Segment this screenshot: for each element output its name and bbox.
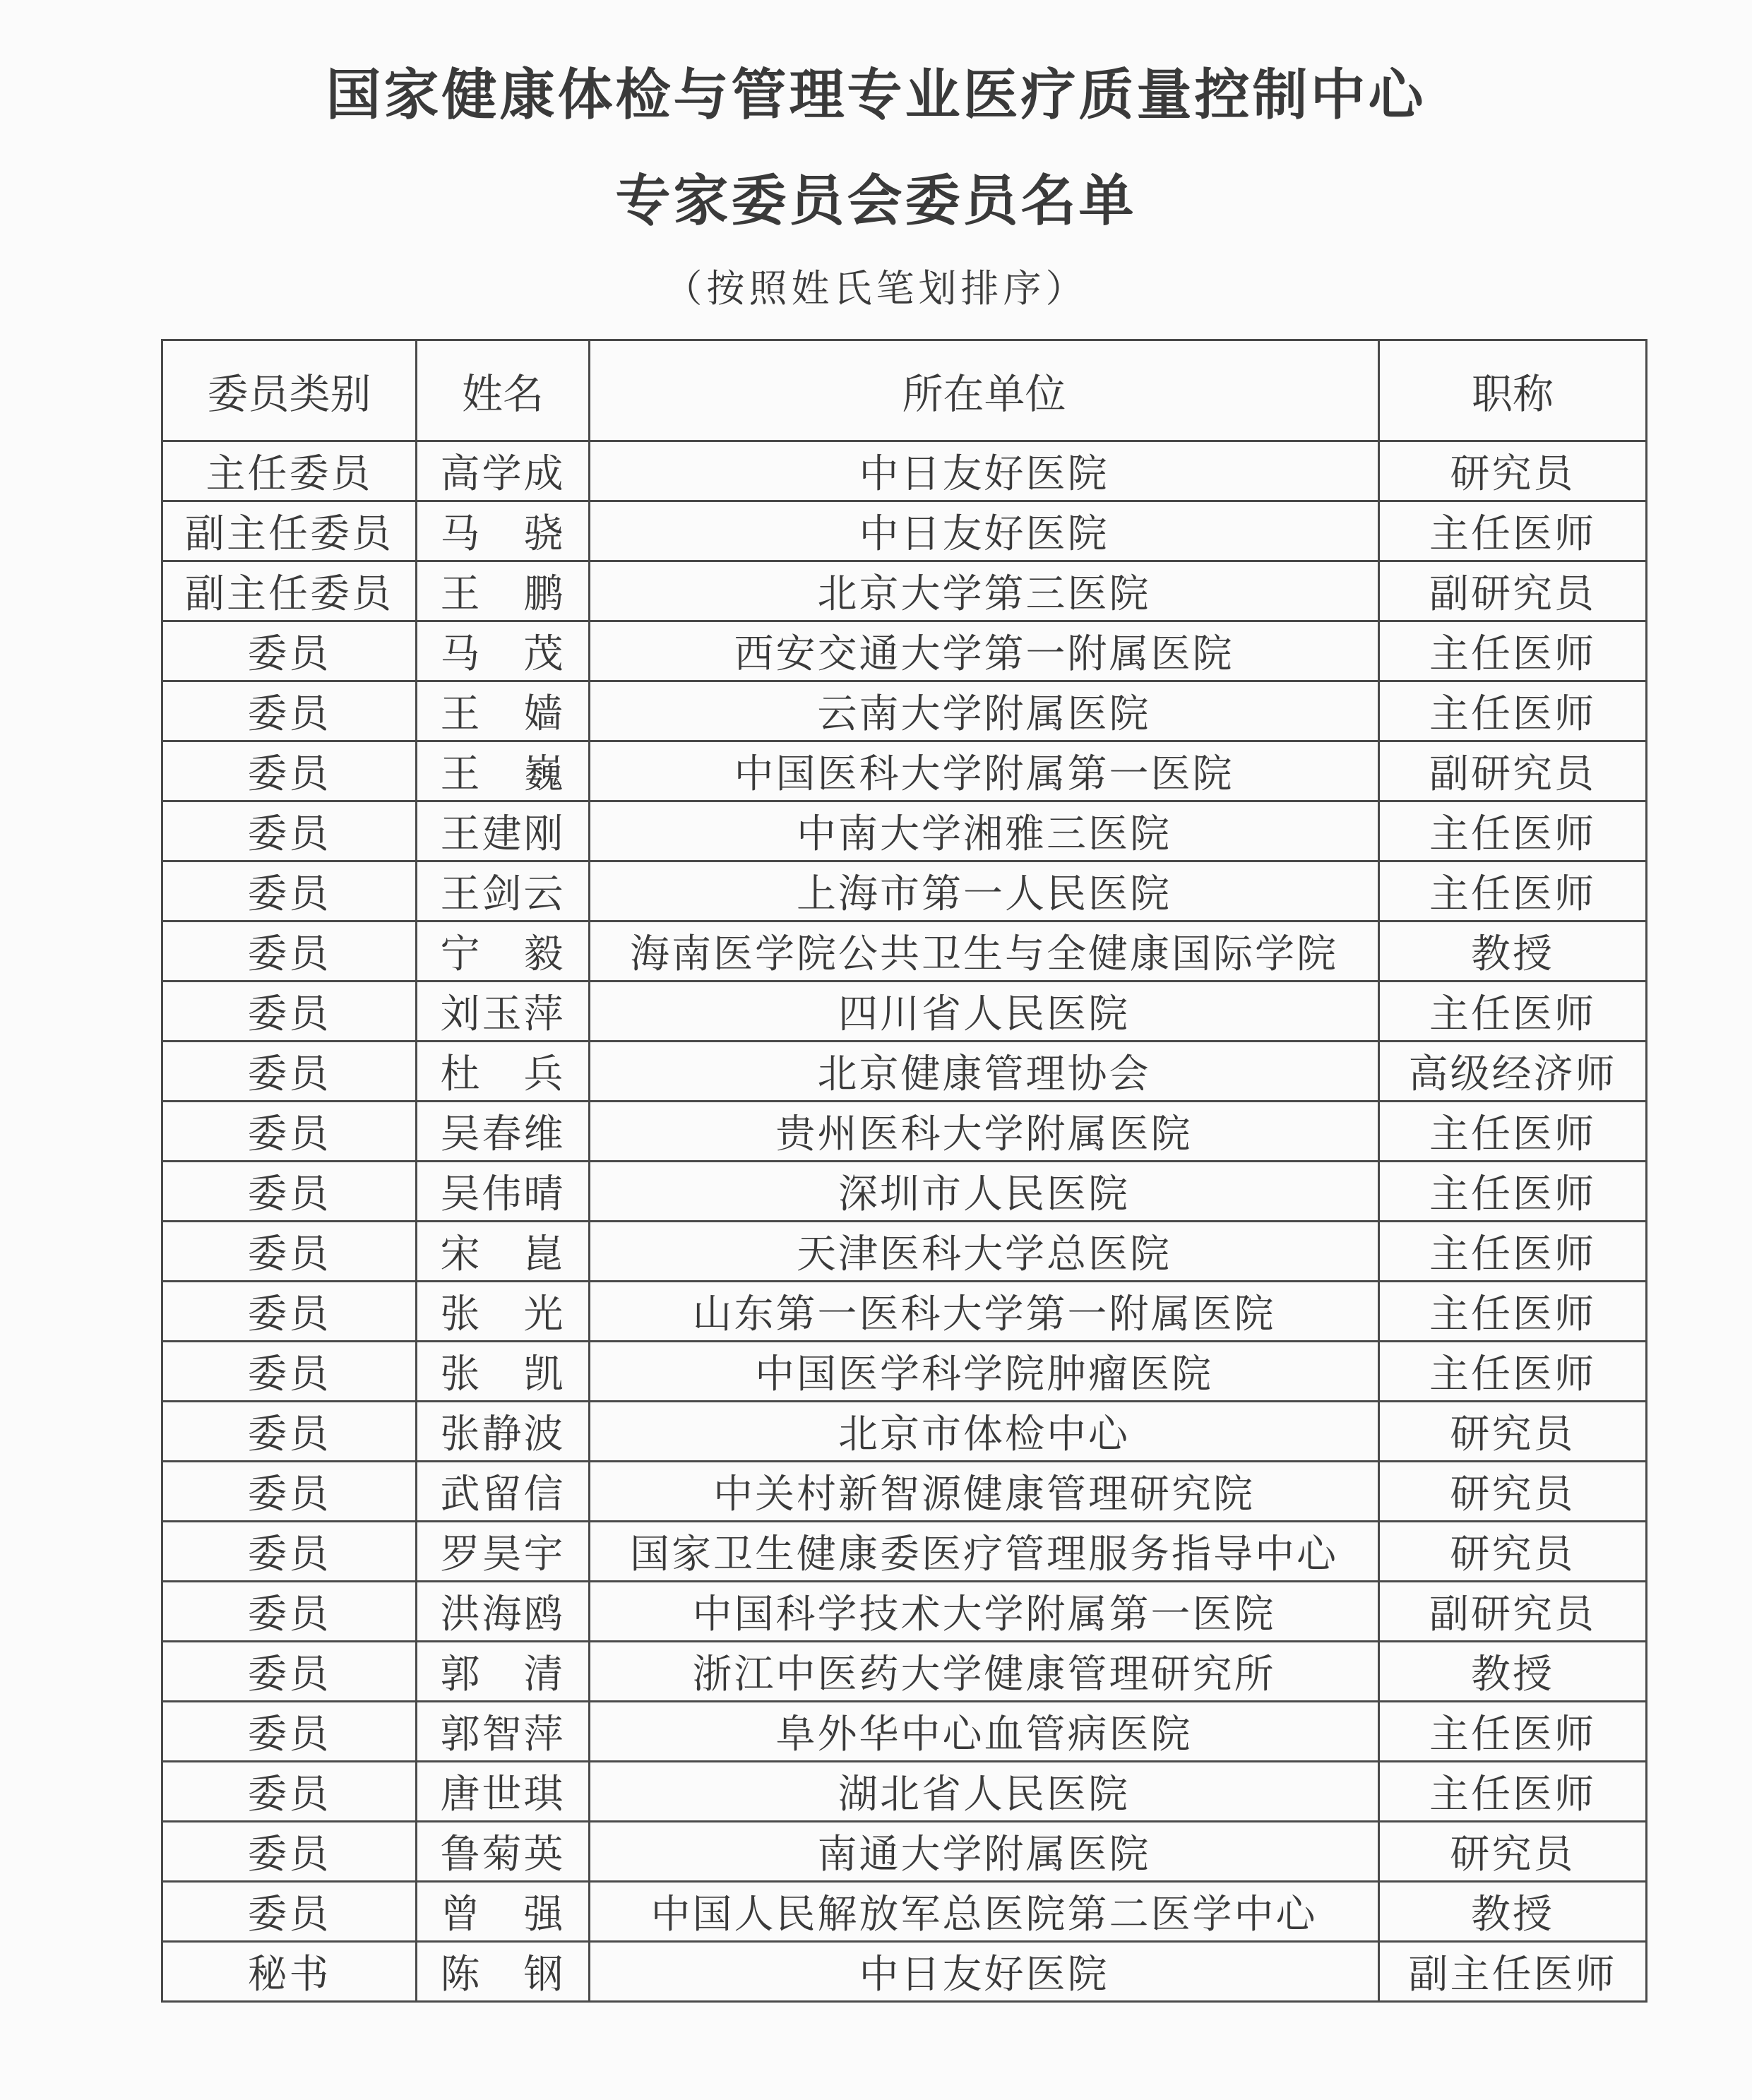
cell-title: 主任医师 bbox=[1379, 1342, 1647, 1402]
cell-unit: 贵州医科大学附属医院 bbox=[590, 1102, 1379, 1162]
cell-unit: 天津医科大学总医院 bbox=[590, 1222, 1379, 1282]
cell-name: 鲁菊英 bbox=[417, 1822, 590, 1882]
cell-unit: 中国医科大学附属第一医院 bbox=[590, 741, 1379, 801]
cell-category: 委员 bbox=[162, 741, 417, 801]
cell-title: 教授 bbox=[1379, 921, 1647, 982]
cell-unit: 浙江中医药大学健康管理研究所 bbox=[590, 1642, 1379, 1702]
cell-name: 吴伟晴 bbox=[417, 1162, 590, 1222]
header-title: 职称 bbox=[1379, 340, 1647, 441]
table-row bbox=[162, 1162, 1647, 1222]
cell-category: 副主任委员 bbox=[162, 501, 417, 561]
cell-name: 王 嫱 bbox=[417, 681, 590, 741]
table-row bbox=[162, 861, 1647, 921]
cell-unit: 山东第一医科大学第一附属医院 bbox=[590, 1282, 1379, 1342]
table-row bbox=[162, 1762, 1647, 1822]
cell-unit: 中国医学科学院肿瘤医院 bbox=[590, 1342, 1379, 1402]
cell-name: 张静波 bbox=[417, 1402, 590, 1462]
table-row bbox=[162, 1942, 1647, 2002]
cell-unit: 中国人民解放军总医院第二医学中心 bbox=[590, 1882, 1379, 1942]
cell-category: 委员 bbox=[162, 1462, 417, 1522]
cell-title: 主任医师 bbox=[1379, 1222, 1647, 1282]
cell-category: 委员 bbox=[162, 982, 417, 1042]
cell-category: 委员 bbox=[162, 1642, 417, 1702]
cell-unit: 深圳市人民医院 bbox=[590, 1162, 1379, 1222]
cell-name: 宋 崑 bbox=[417, 1222, 590, 1282]
cell-title: 主任医师 bbox=[1379, 1102, 1647, 1162]
cell-name: 王 巍 bbox=[417, 741, 590, 801]
cell-unit: 中日友好医院 bbox=[590, 1942, 1379, 2002]
cell-category: 委员 bbox=[162, 621, 417, 681]
cell-category: 委员 bbox=[162, 1402, 417, 1462]
table-row bbox=[162, 441, 1647, 501]
cell-name: 高学成 bbox=[417, 441, 590, 501]
cell-name: 洪海鸥 bbox=[417, 1582, 590, 1642]
cell-title: 副主任医师 bbox=[1379, 1942, 1647, 2002]
cell-category: 主任委员 bbox=[162, 441, 417, 501]
cell-category: 委员 bbox=[162, 1282, 417, 1342]
cell-name: 马 茂 bbox=[417, 621, 590, 681]
cell-unit: 北京市体检中心 bbox=[590, 1402, 1379, 1462]
cell-unit: 中国科学技术大学附属第一医院 bbox=[590, 1582, 1379, 1642]
cell-category: 委员 bbox=[162, 1822, 417, 1882]
cell-title: 研究员 bbox=[1379, 441, 1647, 501]
cell-unit: 中关村新智源健康管理研究院 bbox=[590, 1462, 1379, 1522]
cell-name: 陈 钢 bbox=[417, 1942, 590, 2002]
table-row bbox=[162, 741, 1647, 801]
cell-category: 委员 bbox=[162, 861, 417, 921]
header-name: 姓名 bbox=[417, 340, 590, 441]
cell-unit: 阜外华中心血管病医院 bbox=[590, 1702, 1379, 1762]
cell-unit: 湖北省人民医院 bbox=[590, 1762, 1379, 1822]
cell-unit: 海南医学院公共卫生与全健康国际学院 bbox=[590, 921, 1379, 982]
members-table bbox=[161, 339, 1647, 2003]
cell-name: 武留信 bbox=[417, 1462, 590, 1522]
cell-title: 研究员 bbox=[1379, 1522, 1647, 1582]
cell-name: 郭智萍 bbox=[417, 1702, 590, 1762]
cell-title: 高级经济师 bbox=[1379, 1042, 1647, 1102]
cell-unit: 北京大学第三医院 bbox=[590, 561, 1379, 621]
cell-name: 宁 毅 bbox=[417, 921, 590, 982]
table-row bbox=[162, 801, 1647, 861]
cell-title: 副研究员 bbox=[1379, 1582, 1647, 1642]
cell-name: 张 凯 bbox=[417, 1342, 590, 1402]
cell-category: 副主任委员 bbox=[162, 561, 417, 621]
cell-name: 吴春维 bbox=[417, 1102, 590, 1162]
table-row bbox=[162, 681, 1647, 741]
cell-unit: 上海市第一人民医院 bbox=[590, 861, 1379, 921]
cell-name: 王建刚 bbox=[417, 801, 590, 861]
cell-category: 委员 bbox=[162, 681, 417, 741]
cell-unit: 云南大学附属医院 bbox=[590, 681, 1379, 741]
cell-category: 秘书 bbox=[162, 1942, 417, 2002]
table-row bbox=[162, 1582, 1647, 1642]
table-row bbox=[162, 1882, 1647, 1942]
cell-unit: 北京健康管理协会 bbox=[590, 1042, 1379, 1102]
cell-unit: 南通大学附属医院 bbox=[590, 1822, 1379, 1882]
cell-title: 主任医师 bbox=[1379, 861, 1647, 921]
table-row bbox=[162, 1822, 1647, 1882]
cell-title: 主任医师 bbox=[1379, 501, 1647, 561]
cell-unit: 西安交通大学第一附属医院 bbox=[590, 621, 1379, 681]
table-row bbox=[162, 1642, 1647, 1702]
cell-category: 委员 bbox=[162, 1342, 417, 1402]
cell-unit: 中日友好医院 bbox=[590, 441, 1379, 501]
cell-title: 教授 bbox=[1379, 1882, 1647, 1942]
cell-category: 委员 bbox=[162, 801, 417, 861]
cell-category: 委员 bbox=[162, 1042, 417, 1102]
table-row bbox=[162, 1402, 1647, 1462]
cell-name: 王 鹏 bbox=[417, 561, 590, 621]
cell-name: 唐世琪 bbox=[417, 1762, 590, 1822]
cell-title: 主任医师 bbox=[1379, 1162, 1647, 1222]
table-header-row bbox=[162, 340, 1647, 441]
table-row bbox=[162, 621, 1647, 681]
cell-name: 马 骁 bbox=[417, 501, 590, 561]
table-row bbox=[162, 921, 1647, 982]
cell-name: 张 光 bbox=[417, 1282, 590, 1342]
document-title-line1: 国家健康体检与管理专业医疗质量控制中心 bbox=[326, 64, 1426, 127]
header-category: 委员类别 bbox=[162, 340, 417, 441]
cell-category: 委员 bbox=[162, 1162, 417, 1222]
cell-title: 研究员 bbox=[1379, 1462, 1647, 1522]
table-row bbox=[162, 1522, 1647, 1582]
table-row bbox=[162, 1342, 1647, 1402]
cell-title: 研究员 bbox=[1379, 1822, 1647, 1882]
table-row bbox=[162, 1102, 1647, 1162]
table-row bbox=[162, 982, 1647, 1042]
cell-title: 主任医师 bbox=[1379, 1702, 1647, 1762]
cell-name: 王剑云 bbox=[417, 861, 590, 921]
table-row bbox=[162, 1702, 1647, 1762]
cell-title: 主任医师 bbox=[1379, 982, 1647, 1042]
table-row bbox=[162, 1042, 1647, 1102]
cell-name: 刘玉萍 bbox=[417, 982, 590, 1042]
cell-title: 副研究员 bbox=[1379, 561, 1647, 621]
cell-category: 委员 bbox=[162, 1702, 417, 1762]
members-table-body bbox=[162, 441, 1647, 2002]
cell-title: 主任医师 bbox=[1379, 1282, 1647, 1342]
cell-title: 主任医师 bbox=[1379, 621, 1647, 681]
cell-category: 委员 bbox=[162, 1582, 417, 1642]
cell-name: 杜 兵 bbox=[417, 1042, 590, 1102]
table-row bbox=[162, 1222, 1647, 1282]
cell-name: 曾 强 bbox=[417, 1882, 590, 1942]
cell-unit: 中南大学湘雅三医院 bbox=[590, 801, 1379, 861]
table-row bbox=[162, 1282, 1647, 1342]
cell-category: 委员 bbox=[162, 1522, 417, 1582]
cell-title: 研究员 bbox=[1379, 1402, 1647, 1462]
table-row bbox=[162, 561, 1647, 621]
cell-title: 教授 bbox=[1379, 1642, 1647, 1702]
cell-title: 主任医师 bbox=[1379, 681, 1647, 741]
cell-name: 郭 清 bbox=[417, 1642, 590, 1702]
cell-category: 委员 bbox=[162, 1222, 417, 1282]
document-subtitle: （按照姓氏笔划排序） bbox=[664, 266, 1088, 311]
cell-name: 罗昊宇 bbox=[417, 1522, 590, 1582]
table-row bbox=[162, 1462, 1647, 1522]
cell-title: 主任医师 bbox=[1379, 1762, 1647, 1822]
header-unit: 所在单位 bbox=[590, 340, 1379, 441]
cell-title: 副研究员 bbox=[1379, 741, 1647, 801]
cell-unit: 国家卫生健康委医疗管理服务指导中心 bbox=[590, 1522, 1379, 1582]
cell-category: 委员 bbox=[162, 921, 417, 982]
table-row bbox=[162, 501, 1647, 561]
cell-category: 委员 bbox=[162, 1882, 417, 1942]
cell-unit: 四川省人民医院 bbox=[590, 982, 1379, 1042]
cell-category: 委员 bbox=[162, 1762, 417, 1822]
cell-unit: 中日友好医院 bbox=[590, 501, 1379, 561]
cell-category: 委员 bbox=[162, 1102, 417, 1162]
document-title-line2: 专家委员会委员名单 bbox=[615, 169, 1137, 233]
cell-title: 主任医师 bbox=[1379, 801, 1647, 861]
